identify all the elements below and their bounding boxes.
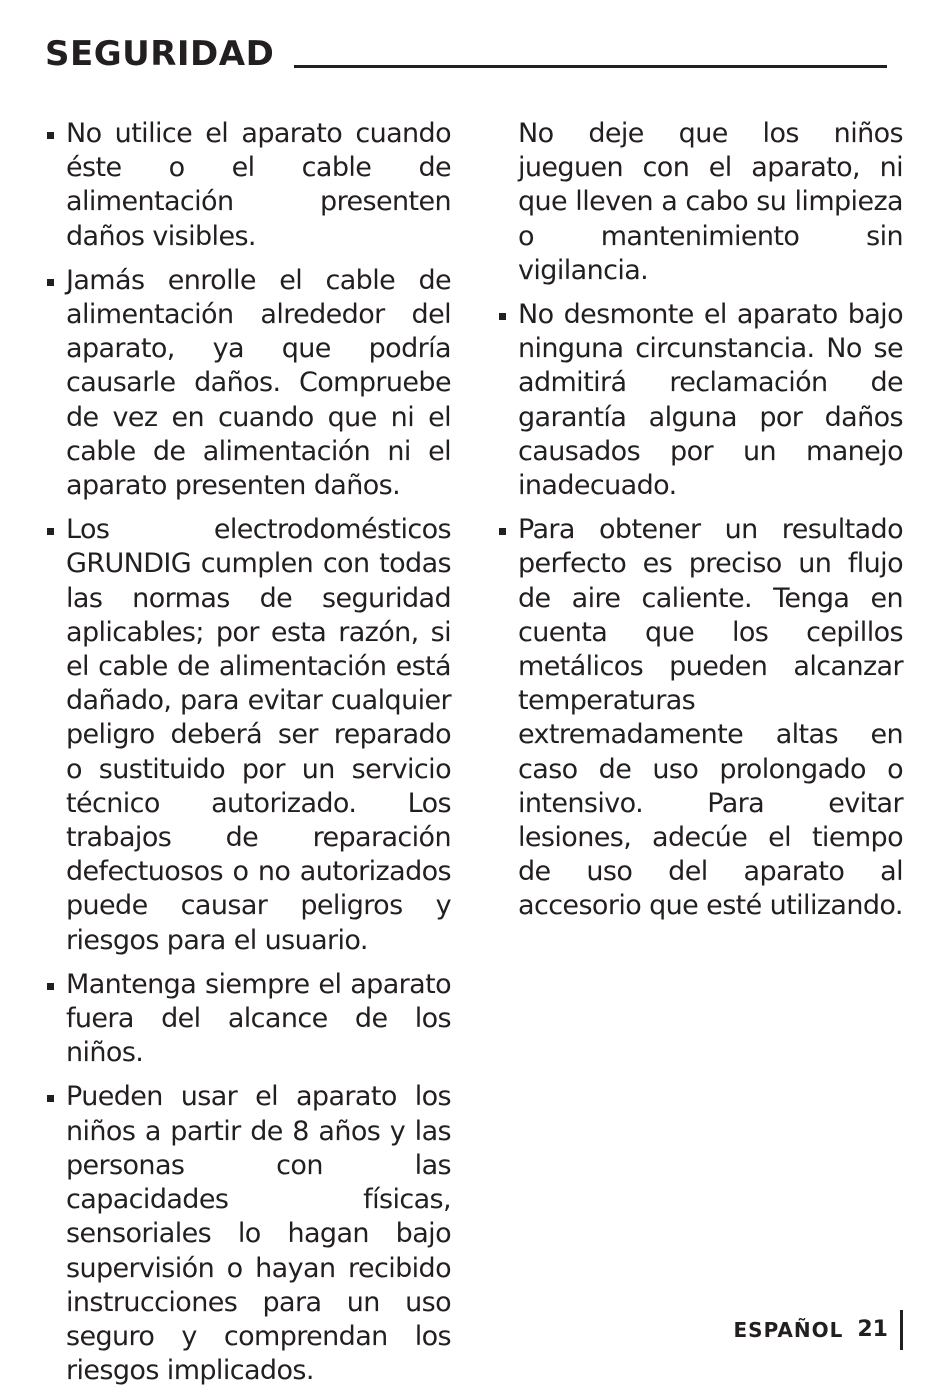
list-item-text: Los electrodomésticos GRUNDIG cumplen con todas las normas de seguridad aplicables; por esta razón, si el cable de alimentación está dañado, para evitar cualquier peligro deberá ser reparado o sustituido por un servicio técnico autorizado. Los trabajos de reparación defectuosos o no autorizados puede causar peligros y riesgos para el usuario. [66, 514, 451, 956]
page-header [45, 30, 887, 74]
bullet-square-icon [499, 313, 506, 320]
bullet-square-icon [47, 132, 54, 139]
list-item-text: Jamás enrolle el cable de alimentación alrededor del aparato, ya que podría causarle daños. Compruebe de vez en cuando que ni el cable de alimentación ni el aparato presenten daños. [66, 264, 451, 502]
footer-language: ESPAÑOL [733, 1318, 844, 1342]
section-title: SEGURIDAD [45, 34, 275, 74]
right-column [497, 117, 903, 934]
list-item [45, 1080, 451, 1388]
bullet-square-icon [47, 528, 54, 535]
list-item-text: No desmonte el aparato bajo ninguna circunstancia. No se admitirá reclamación de garantía alguna por daños causados por un manejo inadecuado. [518, 299, 903, 502]
list-item [45, 513, 451, 958]
bullet-square-icon [47, 279, 54, 286]
list-item-continuation [497, 117, 903, 288]
list-item [497, 513, 903, 923]
list-item [45, 117, 451, 254]
header-rule [294, 65, 887, 68]
page-footer [734, 1310, 903, 1350]
list-item-text: Mantenga siempre el aparato fuera del alcance de los niños. [66, 968, 451, 1069]
bullet-square-icon [47, 1095, 54, 1102]
list-item-text: Para obtener un resultado perfecto es preciso un flujo de aire caliente. Tenga en cuenta que los cepillos metálicos pueden alcanzar temperaturas extremadamente altas en caso de uso prolongado o intensivo. Para evitar lesiones, adecúe el tiempo de uso del aparato al accesorio que esté utilizando. [518, 514, 903, 922]
list-item-text: No deje que los niños jueguen con el aparato, ni que lleven a cabo su limpieza o mantenimiento sin vigilancia. [518, 118, 903, 286]
left-column [45, 117, 451, 1398]
list-item [497, 298, 903, 503]
page-number: 21 [857, 1310, 903, 1350]
list-item-text: No utilice el aparato cuando éste o el cable de alimentación presenten daños visibles. [66, 118, 451, 252]
bullet-square-icon [47, 983, 54, 990]
bullet-square-icon [499, 528, 506, 535]
list-item [45, 968, 451, 1071]
list-item [45, 264, 451, 503]
list-item-text: Pueden usar el aparato los niños a partir de 8 años y las personas con las capacidades físicas, sensoriales lo hagan bajo supervisión o hayan recibido instrucciones para un uso seguro y comprendan los riesgos implicados. [66, 1081, 451, 1387]
